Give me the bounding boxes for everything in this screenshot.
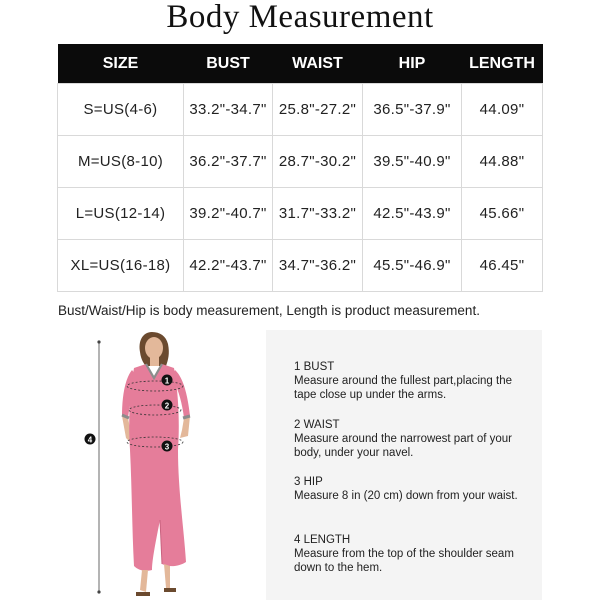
- hip-cell: 45.5"-46.9": [363, 240, 462, 292]
- right-sandal: [164, 588, 176, 592]
- marker-bust: [162, 375, 173, 386]
- instruction-length-text: Measure from the top of the shoulder seam down to the hem.: [294, 548, 514, 574]
- dress-body: [129, 364, 186, 571]
- length-guide-top-dot: [97, 340, 100, 343]
- marker-length-label: 4: [87, 435, 93, 445]
- instruction-hip-heading: 3 HIP: [294, 476, 323, 488]
- instruction-bust: [294, 360, 534, 402]
- header-size: SIZE: [58, 44, 184, 84]
- table-row: [58, 188, 543, 240]
- size-cell: S=US(4-6): [58, 84, 184, 136]
- marker-hip-label: 3: [164, 442, 170, 452]
- measurement-note: Bust/Waist/Hip is body measurement, Length is product measurement.: [58, 303, 480, 318]
- header-waist: WAIST: [273, 44, 363, 84]
- instruction-waist-text: Measure around the narrowest part of your body, under your navel.: [294, 433, 512, 459]
- neck-shape: [150, 356, 159, 366]
- waist-cell: 31.7"-33.2": [273, 188, 363, 240]
- waist-cell: 34.7"-36.2": [273, 240, 363, 292]
- marker-hip: [162, 441, 173, 452]
- hip-cell: 36.5"-37.9": [363, 84, 462, 136]
- marker-length: [85, 434, 96, 445]
- size-cell: L=US(12-14): [58, 188, 184, 240]
- right-forearm: [180, 416, 190, 438]
- size-cell: XL=US(16-18): [58, 240, 184, 292]
- table-row: [58, 240, 543, 292]
- length-cell: 44.09": [462, 84, 543, 136]
- length-cell: 46.45": [462, 240, 543, 292]
- left-leg: [140, 570, 148, 592]
- instructions-panel: [266, 330, 542, 600]
- marker-waist: [162, 400, 173, 411]
- bust-cell: 42.2"-43.7": [184, 240, 273, 292]
- bust-cell: 33.2"-34.7": [184, 84, 273, 136]
- bust-cell: 36.2"-37.7": [184, 136, 273, 188]
- dress-illustration: [80, 330, 210, 600]
- length-guide-bottom-dot: [97, 590, 100, 593]
- marker-bust-label: 1: [164, 376, 170, 386]
- size-chart-table: [57, 44, 543, 292]
- instruction-hip: [294, 475, 534, 503]
- model-figure: [80, 330, 210, 600]
- instruction-bust-text: Measure around the fullest part,placing the tape close up under the arms.: [294, 375, 512, 401]
- header-bust: BUST: [184, 44, 273, 84]
- table-row: [58, 84, 543, 136]
- table-row: [58, 136, 543, 188]
- right-leg: [164, 564, 170, 588]
- size-cell: M=US(8-10): [58, 136, 184, 188]
- marker-waist-label: 2: [164, 401, 170, 411]
- left-sandal: [136, 592, 150, 596]
- waist-cell: 28.7"-30.2": [273, 136, 363, 188]
- right-cuff-trim: [183, 416, 190, 418]
- table-header-row: [58, 44, 543, 84]
- hip-cell: 39.5"-40.9": [363, 136, 462, 188]
- instruction-hip-text: Measure 8 in (20 cm) down from your waist.: [294, 490, 518, 502]
- header-length: LENGTH: [462, 44, 543, 84]
- bust-cell: 39.2"-40.7": [184, 188, 273, 240]
- waist-cell: 25.8"-27.2": [273, 84, 363, 136]
- instruction-bust-heading: 1 BUST: [294, 361, 335, 373]
- instruction-length-heading: 4 LENGTH: [294, 534, 351, 546]
- instruction-length: [294, 533, 534, 575]
- length-cell: 44.88": [462, 136, 543, 188]
- page-title: Body Measurement: [166, 0, 434, 35]
- header-hip: HIP: [363, 44, 462, 84]
- instruction-waist: [294, 418, 534, 460]
- face-shape: [145, 337, 163, 359]
- instruction-waist-heading: 2 WAIST: [294, 419, 340, 431]
- length-cell: 45.66": [462, 188, 543, 240]
- hip-cell: 42.5"-43.9": [363, 188, 462, 240]
